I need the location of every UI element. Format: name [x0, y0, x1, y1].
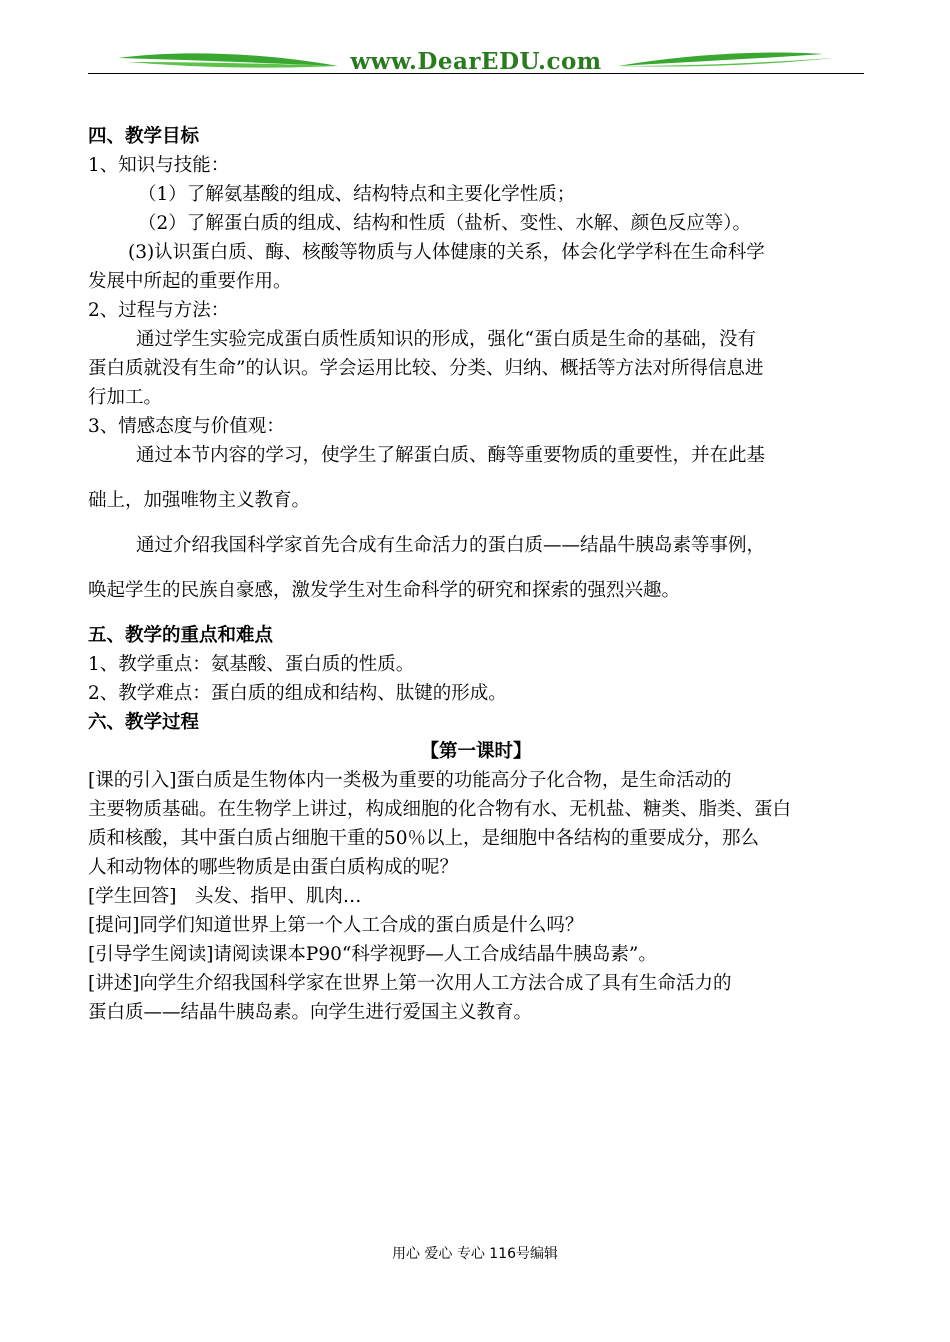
- paragraph-line: 质和核酸，其中蛋白质占细胞干重的50％以上，是细胞中各结构的重要成分，那么: [88, 828, 760, 849]
- paragraph-line: 主要物质基础。在生物学上讲过，构成细胞的化合物有水、无机盐、糖类、脂类、蛋白: [88, 799, 792, 820]
- paragraph-line: 蛋白质就没有生命”的认识。学会运用比较、分类、归纳、概括等方法对所得信息进: [88, 358, 764, 379]
- difficulty-item: 2、教学难点：蛋白质的组成和结构、肽键的形成。: [88, 683, 507, 704]
- page-header: [88, 40, 864, 80]
- objective-item: （1）了解氨基酸的组成、结构特点和主要化学性质；: [138, 184, 576, 205]
- objective-item: （2）了解蛋白质的组成、结构和性质（盐析、变性、水解、颜色反应等）。: [138, 213, 752, 234]
- objective-item: (3)认识蛋白质、酶、核酸等物质与人体健康的关系，体会化学学科在生命科学: [128, 242, 765, 263]
- section-heading-objectives: 四、教学目标: [88, 126, 200, 147]
- section-heading-key-points: 五、教学的重点和难点: [88, 625, 274, 646]
- header-rule: [88, 73, 864, 74]
- site-logo-text: www.DearEDU.com: [350, 48, 602, 75]
- paragraph-line: 人和动物体的哪些物质是由蛋白质构成的呢？: [88, 857, 459, 878]
- paragraph-line: [提问]同学们知道世界上第一个人工合成的蛋白质是什么吗？: [88, 915, 584, 936]
- paragraph-line: [学生回答] 头发、指甲、肌肉…: [88, 886, 362, 907]
- paragraph-line: 通过本节内容的学习，使学生了解蛋白质、酶等重要物质的重要性，并在此基: [136, 445, 766, 466]
- subsection-process: 2、过程与方法：: [88, 300, 230, 321]
- key-point-item: 1、教学重点：氨基酸、蛋白质的性质。: [88, 654, 415, 675]
- page-footer: 用心 爱心 专心 116号编辑: [391, 1246, 559, 1262]
- section-heading-process: 六、教学过程: [88, 712, 200, 733]
- paragraph-line: 通过介绍我国科学家首先合成有生命活力的蛋白质——结晶牛胰岛素等事例，: [136, 535, 766, 556]
- paragraph-line: [讲述]向学生介绍我国科学家在世界上第一次用人工方法合成了具有生命活力的: [88, 973, 732, 994]
- lesson-title: 【第一课时】: [420, 741, 532, 762]
- paragraph-line: [引导学生阅读]请阅读课本P90“科学视野—人工合成结晶牛胰岛素”。: [88, 944, 657, 965]
- paragraph-line: 础上，加强唯物主义教育。: [88, 490, 311, 511]
- paragraph-line: 行加工。: [88, 387, 163, 408]
- document-body: [88, 122, 864, 1027]
- objective-item-cont: 发展中所起的重要作用。: [88, 271, 292, 292]
- paragraph-line: 蛋白质——结晶牛胰岛素。向学生进行爱国主义教育。: [88, 1002, 533, 1023]
- subsection-knowledge: 1、知识与技能：: [88, 155, 230, 176]
- paragraph-line: [课的引入]蛋白质是生物体内一类极为重要的功能高分子化合物，是生命活动的: [88, 770, 732, 791]
- subsection-attitude: 3、情感态度与价值观：: [88, 416, 285, 437]
- paragraph-line: 唤起学生的民族自豪感，激发学生对生命科学的研究和探索的强烈兴趣。: [88, 580, 681, 601]
- paragraph-line: 通过学生实验完成蛋白质性质知识的形成，强化“蛋白质是生命的基础，没有: [136, 329, 756, 350]
